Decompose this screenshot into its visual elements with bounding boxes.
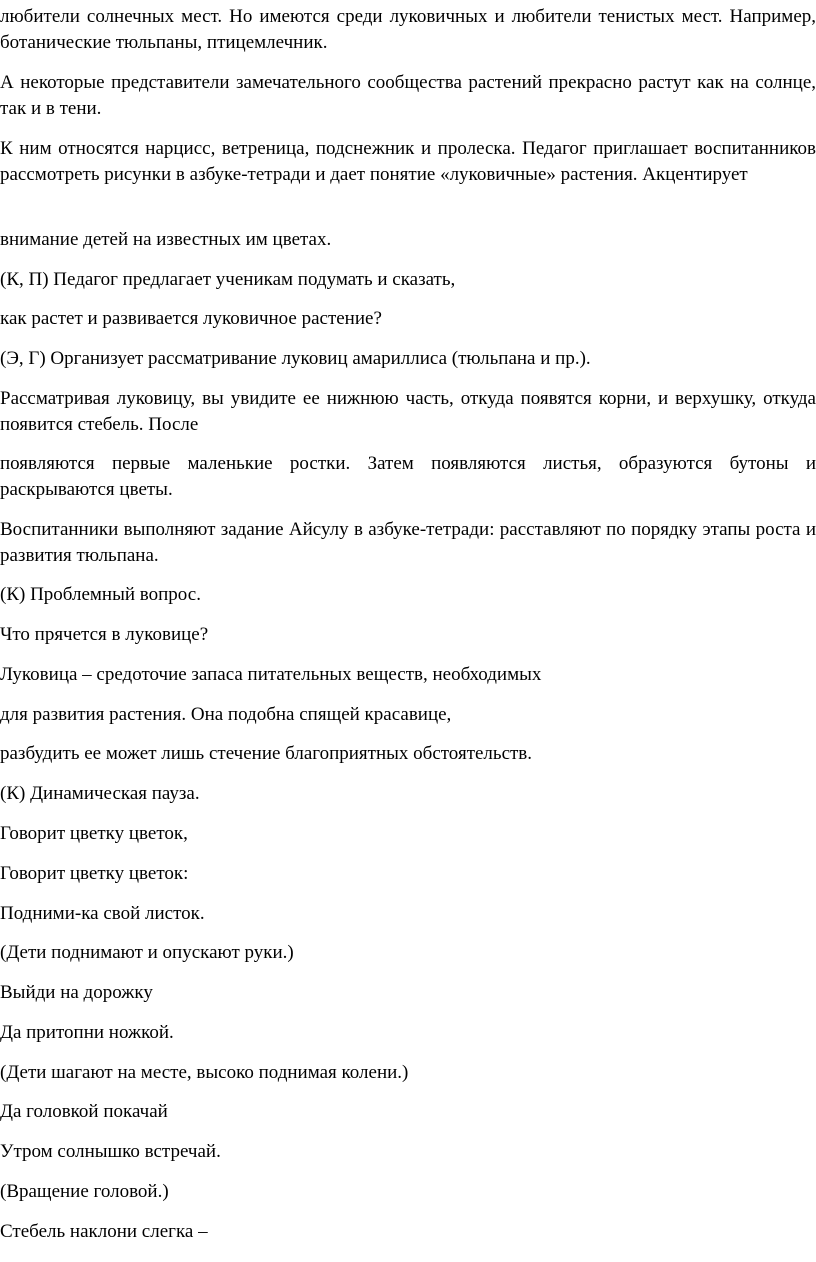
- paragraph-27: Стебель наклони слегка –: [0, 1221, 208, 1242]
- paragraph-25: Утром солнышко встречай.: [0, 1141, 221, 1162]
- paragraph-9: появляются первые маленькие ростки. Затем появляются листья, образуются бутоны и раскрываются цветы.: [0, 453, 816, 500]
- paragraph-17: Говорит цветку цветок,: [0, 823, 188, 844]
- paragraph-18: Говорит цветку цветок:: [0, 863, 189, 884]
- paragraph-19: Подними-ка свой листок.: [0, 903, 205, 924]
- paragraph-15: разбудить ее может лишь стечение благоприятных обстоятельств.: [0, 743, 533, 764]
- paragraph-11: (К) Проблемный вопрос.: [0, 584, 201, 605]
- paragraph-5: (К, П) Педагог предлагает ученикам подумать и сказать,: [0, 269, 456, 290]
- paragraph-20: (Дети поднимают и опускают руки.): [0, 942, 294, 963]
- paragraph-23: (Дети шагают на месте, высоко поднимая колени.): [0, 1062, 409, 1083]
- paragraph-6: как растет и развивается луковичное растение?: [0, 308, 382, 329]
- paragraph-1: любители солнечных мест. Но имеются среди луковичных и любители тенистых мест. Например, ботанические тюльпаны, птицемлечник.: [0, 6, 816, 53]
- paragraph-7: (Э, Г) Организует рассматривание луковиц амариллиса (тюльпана и пр.).: [0, 348, 591, 369]
- paragraph-22: Да притопни ножкой.: [0, 1022, 174, 1043]
- paragraph-13: Луковица – средоточие запаса питательных веществ, необходимых: [0, 664, 542, 685]
- paragraph-4: внимание детей на известных им цветах.: [0, 229, 332, 250]
- paragraph-16: (К) Динамическая пауза.: [0, 783, 200, 804]
- paragraph-12: Что прячется в луковице?: [0, 624, 209, 645]
- paragraph-2: А некоторые представители замечательного сообщества растений прекрасно растут как на солнце, так и в тени.: [0, 72, 816, 119]
- paragraph-24: Да головкой покачай: [0, 1101, 168, 1122]
- paragraph-21: Выйди на дорожку: [0, 982, 153, 1003]
- paragraph-26: (Вращение головой.): [0, 1181, 169, 1202]
- paragraph-14: для развития растения. Она подобна спящей красавице,: [0, 704, 452, 725]
- paragraph-8: Рассматривая луковицу, вы увидите ее нижнюю часть, откуда появятся корни, и верхушку, откуда появится стебель. После: [0, 388, 816, 435]
- paragraph-10: Воспитанники выполняют задание Айсулу в азбуке-тетради: расставляют по порядку этапы роста и развития тюльпана.: [0, 519, 816, 566]
- paragraph-3: К ним относятся нарцисс, ветреница, подснежник и пролеска. Педагог приглашает воспитанников рассмотреть рисунки в азбуке-тетради и дает понятие «луковичные» растения. Акцентирует: [0, 138, 816, 185]
